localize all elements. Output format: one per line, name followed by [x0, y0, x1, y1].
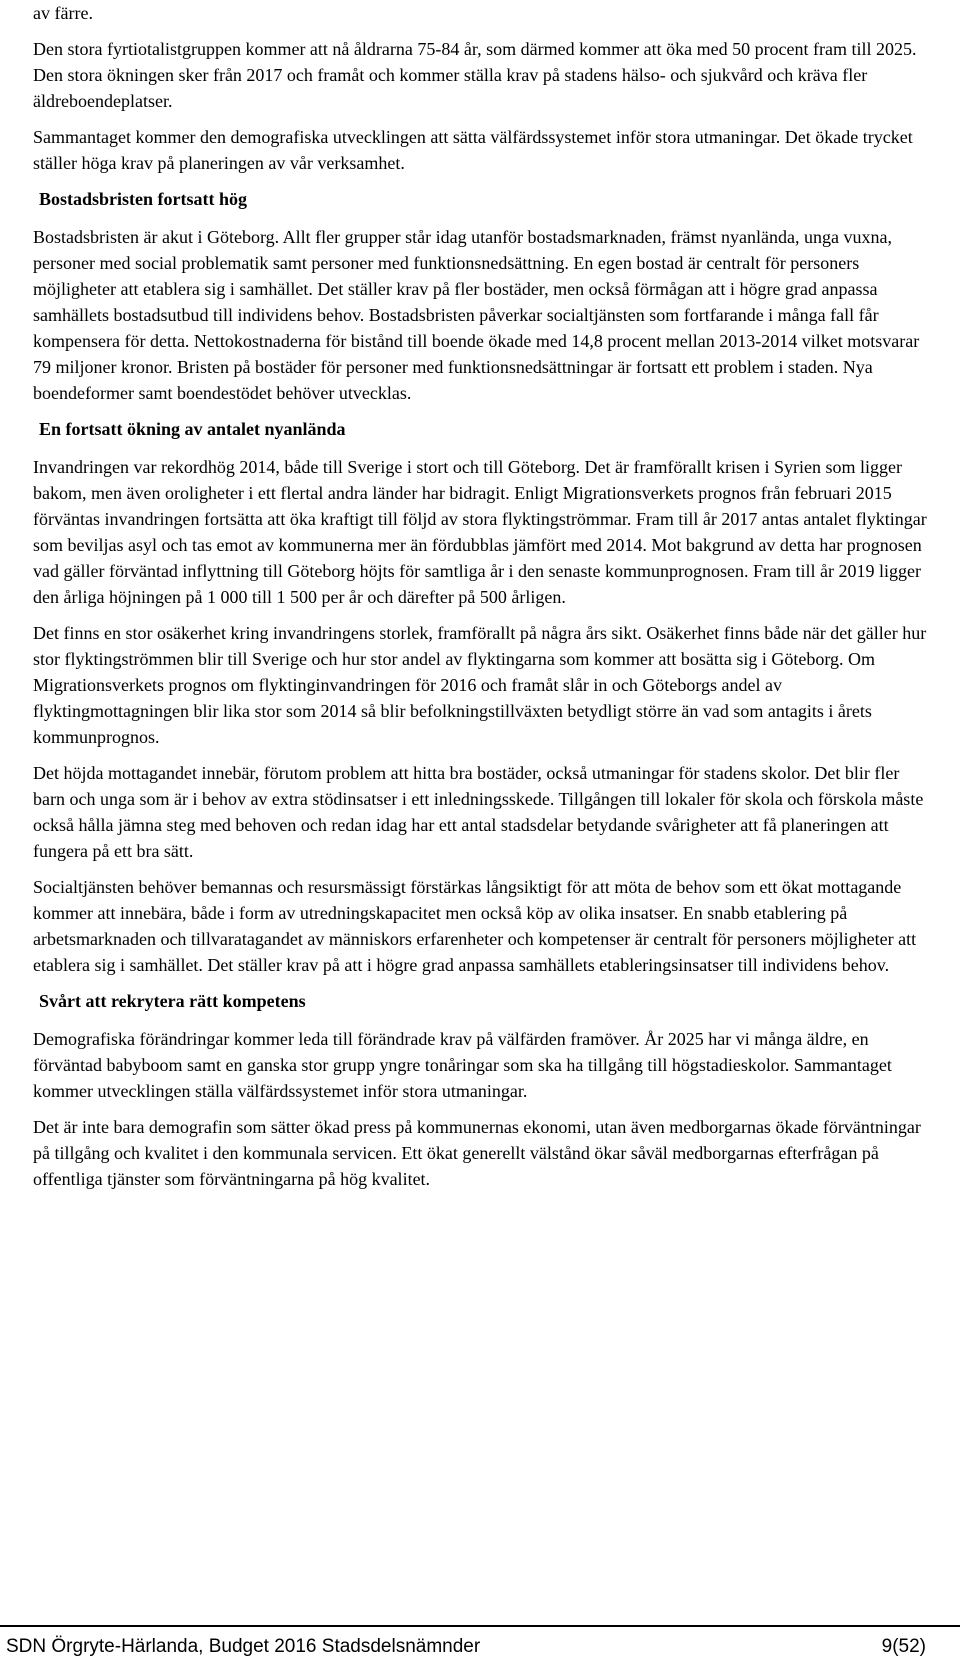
document-body [33, 0, 933, 1202]
paragraph-recruitment-1: Demografiska förändringar kommer leda till förändrade krav på välfärden framöver. År 2025 har vi många äldre, en förväntad babyboom samt en ganska stor grupp yngre tonåringar som ska ha tillgång till högstadieskolor. Sammantaget kommer utvecklingen ställa välfärdssystemet inför stora utmaningar. [33, 1029, 892, 1101]
paragraph-newcomers-2: Det finns en stor osäkerhet kring invandringens storlek, framförallt på några års sikt. Osäkerhet finns både när det gäller hur stor flyktingströmmen blir till Sverige och hur stor andel av flyktingarna som kommer att bosätta sig i Göteborg. Om Migrationsverkets prognos om flyktinginvandringen för 2016 och framåt slår in och Göteborgs andel av flyktingmottagningen blir lika stor som 2014 så blir befolkningstillväxten betydligt större än vad som antagits i årets kommunprognos. [33, 623, 927, 747]
page-footer [6, 1634, 926, 1660]
paragraph-intro-1: av färre. [33, 3, 93, 23]
heading-recruitment: Svårt att rekrytera rätt kompetens [39, 991, 306, 1011]
paragraph-newcomers-4: Socialtjänsten behöver bemannas och resursmässigt förstärkas långsiktigt för att möta de behov som ett ökat mottagande kommer att innebära, både i form av utredningskapacitet men också köp av olika insatser. En snabb etablering på arbetsmarknaden och tillvaratagandet av människors erfarenheter och kompetenser är centralt för personers möjligheter att etablera sig i samhället. Det ställer krav på att i högre grad anpassa samhällets etableringsinsatser till individens behov. [33, 877, 917, 975]
footer-page-number: 9(52) [881, 1636, 926, 1657]
paragraph-recruitment-2: Det är inte bara demografin som sätter ökad press på kommunernas ekonomi, utan även medborgarnas ökade förväntningar på tillgång och kvalitet i den kommunala servicen. Ett ökat generellt välstånd ökar såväl medborgarnas efterfrågan på offentliga tjänster som förväntningarna på hög kvalitet. [33, 1117, 921, 1189]
paragraph-intro-3: Sammantaget kommer den demografiska utvecklingen att sätta välfärdssystemet inför stora utmaningar. Det ökade trycket ställer höga krav på planeringen av vår verksamhet. [33, 127, 913, 173]
heading-housing: Bostadsbristen fortsatt hög [39, 189, 248, 209]
paragraph-intro-2: Den stora fyrtiotalistgruppen kommer att nå åldrarna 75-84 år, som därmed kommer att öka med 50 procent fram till 2025. Den stora ökningen sker från 2017 och framåt och kommer ställa krav på stadens hälso- och sjukvård och kräva fler äldreboendeplatser. [33, 39, 917, 111]
paragraph-newcomers-3: Det höjda mottagandet innebär, förutom problem att hitta bra bostäder, också utmaningar för stadens skolor. Det blir fler barn och unga som är i behov av extra stödinsatser i ett inledningsskede. Tillgången till lokaler för skola och förskola måste också hålla jämna steg med behoven och redan idag har ett antal stadsdelar betydande svårigheter att få planeringen att fungera på ett bra sätt. [33, 763, 924, 861]
paragraph-newcomers-1: Invandringen var rekordhög 2014, både till Sverige i stort och till Göteborg. Det är framförallt krisen i Syrien som ligger bakom, men även oroligheter i ett flertal andra länder har bidragit. Enligt Migrationsverkets prognos från februari 2015 förväntas invandringen fortsätta att öka kraftigt till följd av stora flyktingströmmar. Fram till år 2017 antas antalet flyktingar som beviljas asyl och tas emot av kommunerna mer än fördubblas jämfört med 2014. Mot bakgrund av detta har prognosen vad gäller förväntad inflyttning till Göteborg höjts för samtliga år i den senaste kommunprognosen. Fram till år 2019 ligger den årliga höjningen på 1 000 till 1 500 per år och därefter på 500 årligen. [33, 457, 927, 607]
footer-divider [0, 1625, 960, 1627]
paragraph-housing-1: Bostadsbristen är akut i Göteborg. Allt fler grupper står idag utanför bostadsmarknaden, främst nyanlända, unga vuxna, personer med social problematik samt personer med funktionsnedsättning. En egen bostad är centralt för personers möjligheter att etablera sig i samhället. Det ställer krav på fler bostäder, men också förmågan att i högre grad anpassa samhällets bostadsutbud till individens behov. Bostadsbristen påverkar socialtjänsten som fortfarande i många fall får kompensera för detta. Nettokostnaderna för bistånd till boende ökade med 14,8 procent mellan 2013-2014 vilket motsvarar 79 miljoner kronor. Bristen på bostäder för personer med funktionsnedsättningar är fortsatt ett problem i staden. Nya boendeformer samt boendestödet behöver utvecklas. [33, 227, 920, 403]
footer-title: SDN Örgryte-Härlanda, Budget 2016 Stadsdelsnämnder [6, 1636, 481, 1657]
heading-newcomers: En fortsatt ökning av antalet nyanlända [39, 419, 346, 439]
